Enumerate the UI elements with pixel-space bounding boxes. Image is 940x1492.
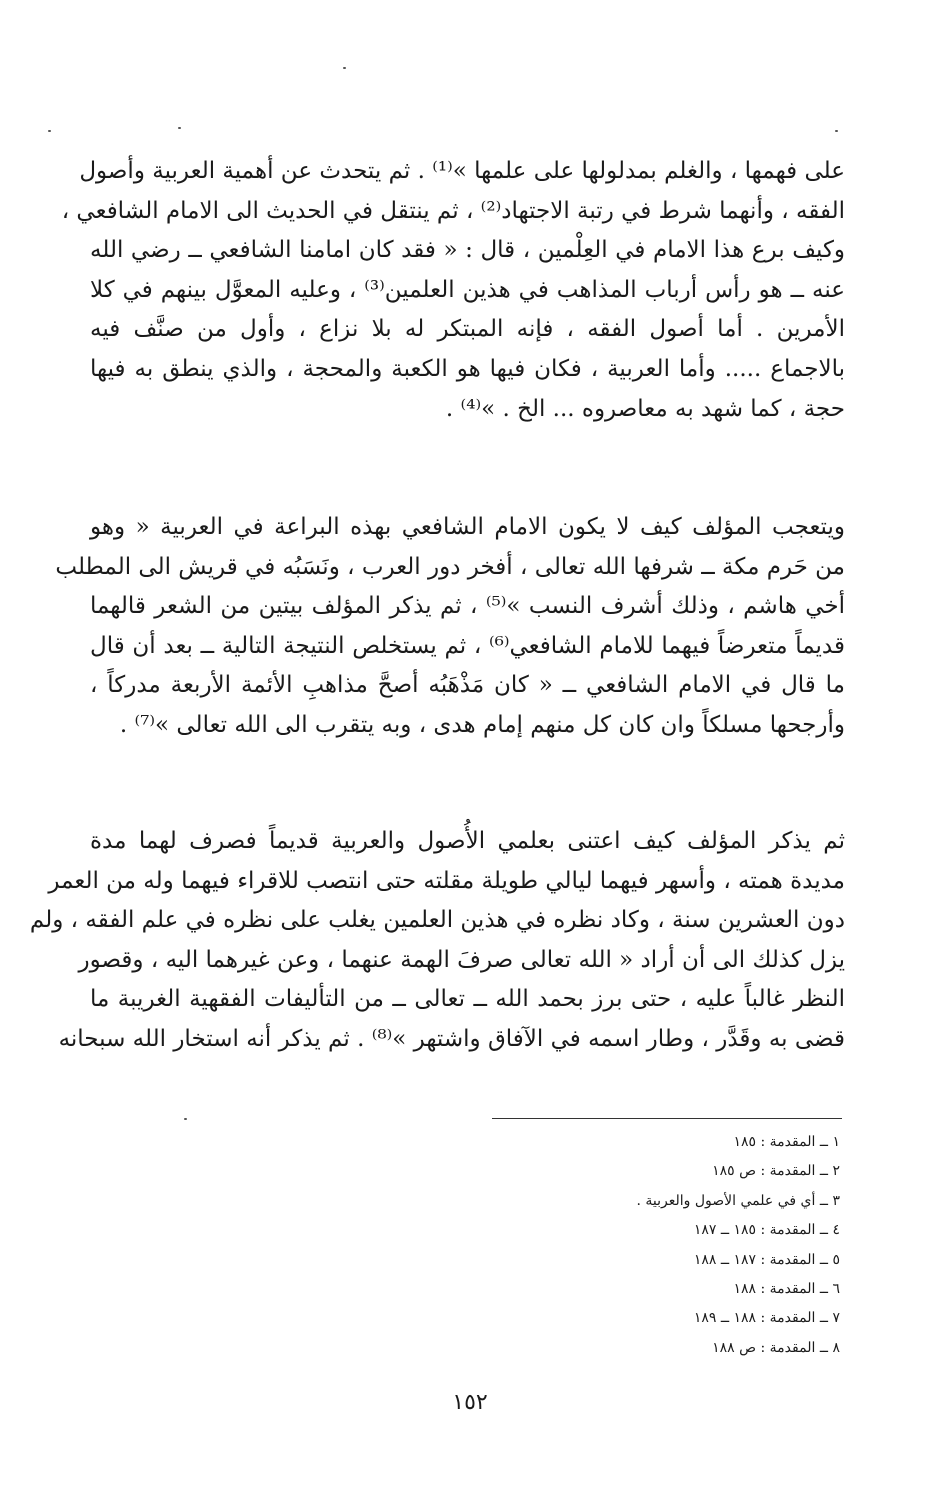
paragraph-1 [61,152,845,429]
paragraph-3 [29,822,845,1060]
text-line: النظر غالباً عليه ، حتى برز بحمد الله ــ تعالى ــ من التأليفات الفقهية الغريبة ما [90,986,845,1013]
page-number: ١٥٢ [452,1390,488,1415]
footnote-divider [492,1118,842,1119]
text-line: دون العشرين سنة ، وكاد نظره في هذين العلمين يغلب على نظره في علم الفقه ، ولم [29,907,845,934]
footnote: ١ ــ المقدمة : ١٨٥ [733,1134,840,1150]
footnote: ٤ ــ المقدمة : ١٨٥ ــ ١٨٧ [693,1222,840,1239]
text-line: ثم يذكر المؤلف كيف اعتنى بعلمي الأُصول والعربية قديماً فصرف لهما مدة [90,828,845,854]
footnote: ٦ ــ المقدمة : ١٨٨ [733,1281,840,1298]
text-line: أخي هاشم ، وذلك أشرف النسب »⁽⁵⁾ ، ثم يذكر المؤلف بيتين من الشعر قالهما [90,593,845,620]
footnote: ٢ ــ المقدمة : ص ١٨٥ [712,1163,840,1180]
text-line: يزل كذلك الى أن أراد « الله تعالى صرفَ الهمة عنهما ، وعن غيرهما اليه ، وقصور [78,946,845,973]
text-line: ويتعجب المؤلف كيف لا يكون الامام الشافعي بهذه البراعة في العربية « وهو [90,514,845,540]
paragraph-2 [55,508,845,746]
text-line: قديماً متعرضاً فيهما للامام الشافعي⁽⁶⁾ ، ثم يستخلص النتيجة التالية ــ بعد أن قال [90,632,845,659]
scan-speck [48,130,51,132]
text-line: على فهمها ، والغلم بمدلولها على علمها »⁽¹⁾ . ثم يتحدث عن أهمية العربية وأصول [79,158,845,184]
footnotes-list [500,1128,840,1363]
scan-speck [343,67,346,69]
text-line: مديدة همته ، وأسهر فيهما ليالي طويلة مقلته حتى انتصب للاقراء فيهما وله من العمر [48,867,845,894]
footnote: ٣ ــ أي في علمي الأصول والعربية . [636,1192,840,1209]
scan-speck [178,127,181,129]
text-line: حجة ، كما شهد به معاصروه ... الخ . »⁽⁴⁾ . [445,395,845,422]
text-line: وكيف برع هذا الامام في العِلْمين ، قال : « فقد كان امامنا الشافعي ــ رضي الله [90,237,845,264]
text-line: قضى به وقَدَّر ، وطار اسمه في الآفاق واشتهر »⁽⁸⁾ . ثم يذكر أنه استخار الله سبحانه [58,1025,845,1052]
footnote: ٧ ــ المقدمة : ١٨٨ ــ ١٨٩ [693,1310,840,1327]
footnote: ٨ ــ المقدمة : ص ١٨٨ [712,1339,840,1356]
footnote: ٥ ــ المقدمة : ١٨٧ ــ ١٨٨ [693,1251,840,1268]
text-line: عنه ــ هو رأس أرباب المذاهب في هذين العلمين⁽³⁾ ، وعليه المعوَّل بينهم في كلا [90,276,845,303]
text-line: بالاجماع ..... وأما العربية ، فكان فيها هو الكعبة والمحجة ، والذي ينطق به فيها [90,355,845,382]
scan-speck [835,130,838,132]
text-line: الأمرين . أما أصول الفقه ، فإنه المبتكر له بلا نزاع ، وأول من صنَّف فيه [90,316,845,343]
text-line: وأرجحها مسلكاً وان كان كل منهم إمام هدى ، وبه يتقرب الى الله تعالى »⁽⁷⁾ . [119,711,845,738]
text-line: من حَرم مكة ــ شرفها الله تعالى ، أفخر دور العرب ، ونَسَبُه في قريش الى المطلب [55,553,845,580]
scan-speck [184,1118,187,1120]
text-line: ما قال في الامام الشافعي ــ « كان مَذْهَبُه أصحَّ مذاهبِ الأئمة الأربعة مدركاً ، [90,672,845,699]
text-line: الفقه ، وأنهما شرط في رتبة الاجتهاد⁽²⁾ ، ثم ينتقل في الحديث الى الامام الشافعي ، [61,197,845,224]
